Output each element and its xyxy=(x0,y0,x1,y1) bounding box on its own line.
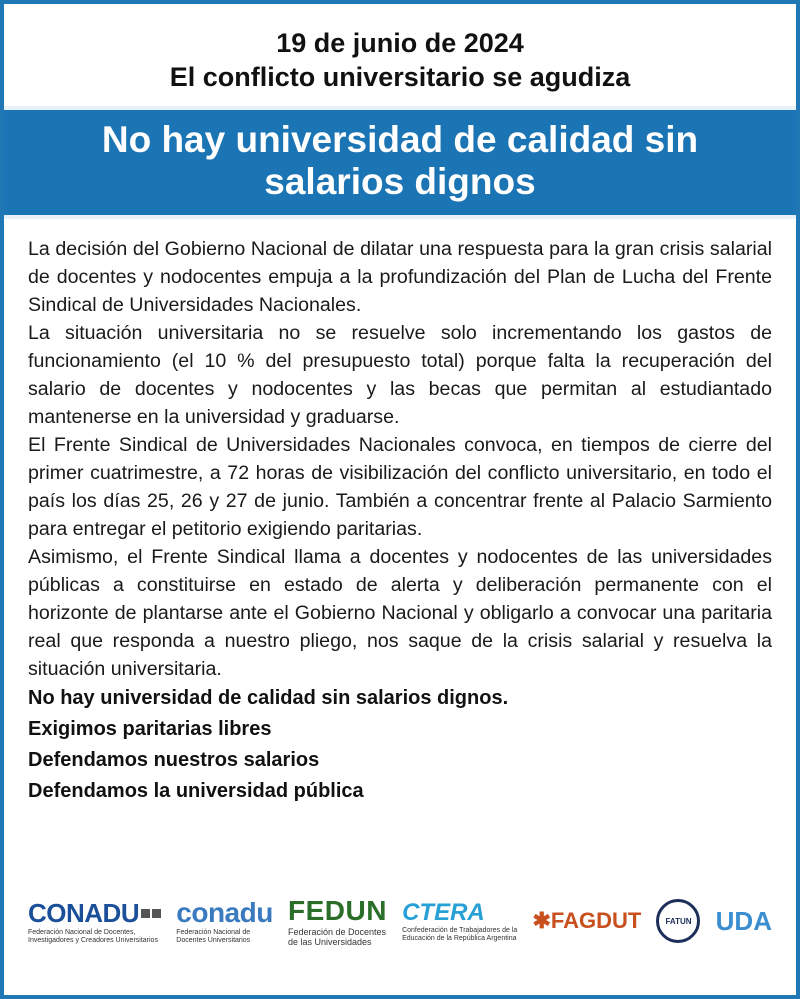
conadu-h-logo xyxy=(28,898,161,945)
uda-logo-name: UDA xyxy=(715,905,772,936)
conadu-h-logo-sub-2: Investigadores y Creadores Universitarios xyxy=(28,936,158,944)
paragraph-1: La decisión del Gobierno Nacional de dilatar una respuesta para la gran crisis salarial de docentes y nodocentes empuja a la profundización del Plan de Lucha del Frente Sindical de Universidades Nacionales. xyxy=(28,238,772,316)
header xyxy=(4,4,796,94)
slogan-1: No hay universidad de calidad sin salarios dignos. xyxy=(28,687,509,709)
conadu-h-logo-name: CONADU xyxy=(28,897,140,928)
ctera-logo-name: CTERA xyxy=(402,899,485,926)
conadu-logo-sub-1: Federación Nacional de xyxy=(176,929,251,936)
conadu-logo-sub-2: Docentes Universitarios xyxy=(176,937,251,944)
ctera-logo xyxy=(402,899,517,943)
fedun-logo-name: FEDUN xyxy=(287,895,387,926)
slogan-2: Exigimos paritarias libres xyxy=(28,718,272,740)
fatun-logo-name: FATUN xyxy=(665,916,692,926)
fedun-logo xyxy=(288,895,387,947)
ctera-logo-sub-2: Educación de la República Argentina xyxy=(402,935,517,942)
fedun-logo-sub-2: de las Universidades xyxy=(287,937,372,947)
ctera-logo-sub-1: Confederación de Trabajadores de la xyxy=(402,927,518,934)
slogans xyxy=(28,683,772,807)
header-date: 19 de junio de 2024 xyxy=(276,28,524,58)
fagdut-logo-name: ✱FAGDUT xyxy=(532,908,642,933)
paragraph-4: Asimismo, el Frente Sindical llama a docentes y nodocentes de las universidades públicas a constituirse en estado de alerta y deliberación permanente con el horizonte de plantarse ante el Gobierno Nacional y obligarlo a convocar una paritaria real que responda a nuestro pliego, nos saque de la crisis salarial y resuelva la situación universitaria. xyxy=(28,546,772,680)
paragraph-2: La situación universitaria no se resuelve solo incrementando los gastos de funcionamiento (el 10 % del presupuesto total) porque falta la recuperación del salario de docentes y nodocentes y las becas que permitan al estudiantado mantenerse en la universidad y graduarse. xyxy=(28,322,772,428)
header-subtitle: El conflicto universitario se agudiza xyxy=(169,62,631,92)
slogan-4: Defendamos la universidad pública xyxy=(28,780,364,802)
fagdut-logo xyxy=(532,908,641,934)
logo-strip xyxy=(28,886,772,956)
conadu-logo-name: conadu xyxy=(176,897,273,928)
headline-banner xyxy=(4,106,796,219)
fedun-logo-sub-1: Federación de Docentes xyxy=(287,927,387,937)
headline-line-1: No hay universidad de calidad sin xyxy=(101,119,699,160)
fatun-logo xyxy=(656,899,700,943)
conadu-h-logo-sub-1: Federación Nacional de Docentes, xyxy=(28,928,136,936)
conadu-logo xyxy=(176,897,273,945)
slogan-3: Defendamos nuestros salarios xyxy=(28,749,320,771)
body-text xyxy=(4,219,796,807)
headline-line-2: salarios dignos xyxy=(264,161,536,202)
uda-logo xyxy=(716,906,772,937)
paragraph-3: El Frente Sindical de Universidades Nacionales convoca, en tiempos de cierre del primer cuatrimestre, a 72 horas de visibilización del conflicto universitario, en todo el país los días 25, 26 y 27 de junio. También a concentrar frente al Palacio Sarmiento para entregar el petitorio exigiendo paritarias. xyxy=(28,434,772,540)
